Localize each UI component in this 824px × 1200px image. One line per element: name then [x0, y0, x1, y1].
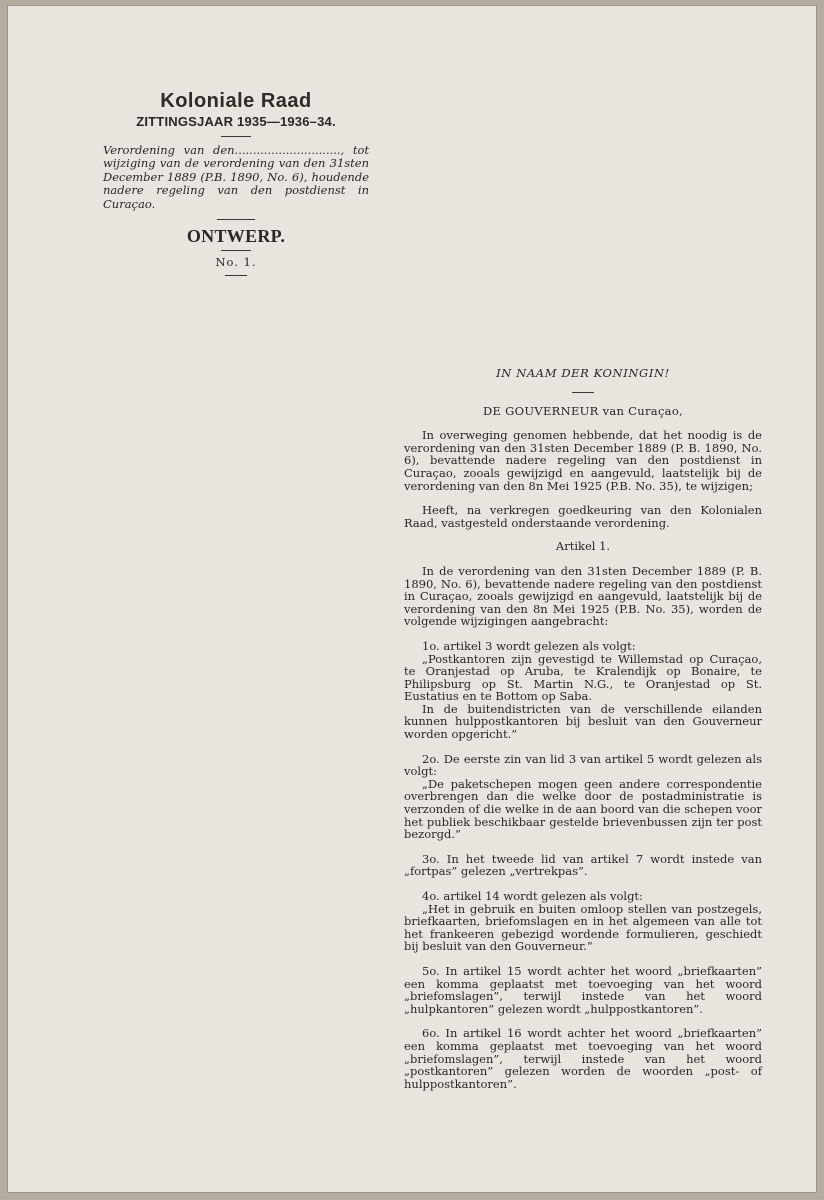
invocation: IN NAAM DER KONINGIN!: [496, 366, 670, 380]
document-header: [103, 90, 369, 276]
preamble-paragraph: In overweging genomen hebbende, dat het noodig is de verordening van den 31sten December 1889 (P. B. 1890, No. 6), bevattende nadere regeling van den postdienst in Curaçao, zooals gewijzigd en aangevuld, laatstelijk bij de verordening van den 8n Mei 1925 (P.B. No. 35), te wijzigen;: [404, 428, 762, 493]
ordinance-body: [404, 364, 762, 1090]
ordinance-description: Verordening van den............................., tot wijziging van de verordening van den 31sten December 1889 (P.B. 1890, No. 6), houdende nadere regeling van den postdienst in Curaçao.: [103, 143, 369, 211]
amendment-item-lead: 6o. In artikel 16 wordt achter het woord „briefkaarten” een komma geplaatst met toevoeging van het woord „briefomslagen”, terwijl instede van het woord „postkantoren” gelezen worden de woorden „post- of hulppostkantoren”.: [404, 1026, 762, 1091]
document-page: [8, 6, 816, 1192]
amendment-item-lead: 4o. artikel 14 wordt gelezen als volgt:: [422, 889, 643, 903]
council-title: Koloniale Raad: [160, 90, 312, 112]
divider: [221, 136, 251, 137]
amendment-item-lead: 2o. De eerste zin van lid 3 van artikel 5 wordt gelezen als volgt:: [404, 751, 762, 779]
divider: [217, 219, 255, 220]
draft-number: No. 1.: [215, 255, 257, 270]
amendment-quote: „De paketschepen mogen geen andere correspondentie overbrengen dan die welke door de postadministratie is verzonden of die welke in de aan boord van die schepen voor het publiek beschikbaar gestelde brievenbussen zijn ter post bezorgd.”: [404, 776, 762, 842]
article-intro: In de verordening van den 31sten December 1889 (P. B. 1890, No. 6), bevattende nadere regeling van den postdienst in Curaçao, zooals gewijzigd en aangevuld, laatstelijk bij de verordening van den 8n Mei 1925 (P.B. No. 35), worden de volgende wijzigingen aangebracht:: [404, 563, 762, 629]
preamble-paragraph: Heeft, na verkregen goedkeuring van den Kolonialen Raad, vastgesteld onderstaande verordening.: [404, 503, 762, 530]
amendment-quote: „Postkantoren zijn gevestigd te Willemstad op Curaçao, te Oranjestad op Aruba, te Kralendijk op Bonaire, te Philipsburg op St. Martin N.G., te Oranjestad op St. Eustatius en te Bottom op Saba.: [404, 651, 762, 704]
article-heading: Artikel 1.: [555, 539, 611, 554]
amendment-item-lead: 3o. In het tweede lid van artikel 7 wordt instede van „fortpas” gelezen „vertrekpas”.: [404, 851, 762, 879]
amendment-quote: „Het in gebruik en buiten omloop stellen van postzegels, briefkaarten, briefomslagen en in het algemeen van alle tot het frankeeren gebezigd wordende formulieren, geschiedt bij besluit van den Gouverneur.”: [404, 901, 762, 954]
session-year: ZITTINGSJAAR 1935—1936–34.: [136, 114, 336, 129]
amendment-quote: In de buitendistricten van de verschillende eilanden kunnen hulppostkantoren bij besluit van den Gouverneur worden opgericht.”: [404, 701, 762, 742]
draft-label: ONTWERP.: [186, 226, 286, 247]
divider: [221, 250, 251, 251]
divider: [225, 275, 247, 276]
amendment-item-lead: 5o. In artikel 15 wordt achter het woord „briefkaarten” een komma geplaatst met toevoeging van het woord „briefomslagen”, terwijl instede van het woord „hulpkantoren” gelezen wordt „hulppostkantoren”.: [404, 963, 762, 1016]
issuer: DE GOUVERNEUR van Curaçao,: [482, 403, 684, 418]
divider: [572, 392, 594, 393]
amendment-item-lead: 1o. artikel 3 wordt gelezen als volgt:: [422, 638, 636, 653]
